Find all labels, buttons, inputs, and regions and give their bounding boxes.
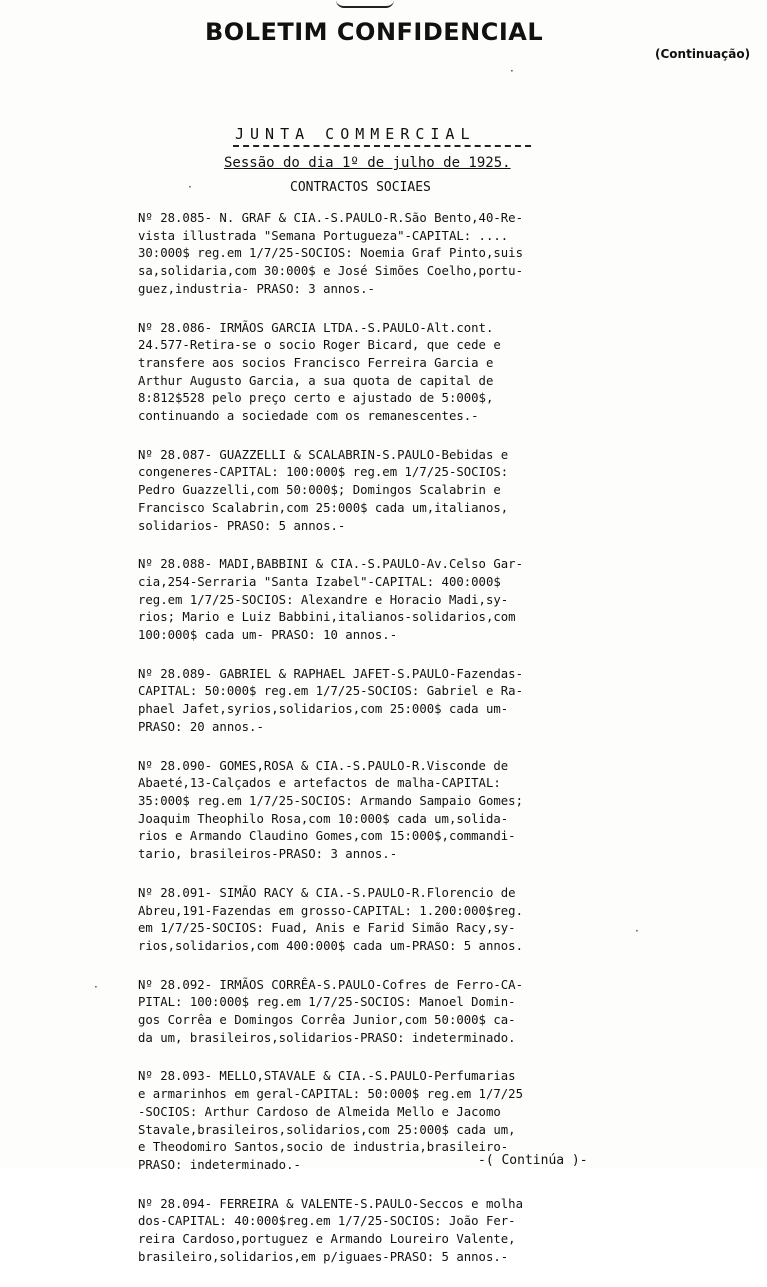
entry-line: Joaquim Theophilo Rosa,com 10:000$ cada um,solida- <box>138 811 509 826</box>
entry-line: rios,solidarios,com 400:000$ cada um-PRASO: 5 annos. <box>138 938 523 953</box>
entry-line: PITAL: 100:000$ reg.em 1/7/25-SOCIOS: Manoel Domin- <box>138 995 516 1010</box>
entry-28086 <box>138 320 643 426</box>
entry-28091 <box>138 885 643 956</box>
entries-list <box>138 210 643 1287</box>
entry-line: Abaeté,13-Calçados e artefactos de malha-CAPITAL: <box>138 776 501 791</box>
entry-line: PRASO: indeterminado.- <box>138 1157 301 1172</box>
entry-line: da um, brasileiros,solidarios-PRASO: indeterminado. <box>138 1030 516 1045</box>
entry-line: dos-CAPITAL: 40:000$reg.em 1/7/25-SOCIOS: João Fer- <box>138 1214 516 1229</box>
entry-line: e armarinhos em geral-CAPITAL: 50:000$ reg.em 1/7/25 <box>138 1087 523 1102</box>
subsection-title: CONTRACTOS SOCIAES <box>290 180 431 195</box>
entry-line: Nº 28.089- GABRIEL & RAPHAEL JAFET-S.PAULO-Fazendas- <box>138 666 523 681</box>
entry-line: transfere aos socios Francisco Ferreira Garcia e <box>138 355 494 370</box>
entry-line: reira Cardoso,portuguez e Armando Loureiro Valente, <box>138 1232 516 1247</box>
entry-line: cia,254-Serraria "Santa Izabel"-CAPITAL: 400:000$ <box>138 574 501 589</box>
continuation-label: (Continuação) <box>655 47 751 61</box>
ink-dot: · <box>188 180 192 194</box>
entry-line: 30:000$ reg.em 1/7/25-SOCIOS: Noemia Graf Pinto,suis <box>138 246 523 261</box>
bulletin-title: BOLETIM CONFIDENCIAL <box>205 18 544 46</box>
entry-line: guez,industria- PRASO: 3 annos.- <box>138 281 375 296</box>
continue-marker: -( Continúa )- <box>478 1153 588 1168</box>
entry-28085 <box>138 210 643 299</box>
entry-line: em 1/7/25-SOCIOS: Fuad, Anis e Farid Simão Racy,sy- <box>138 921 516 936</box>
entry-28087 <box>138 447 643 536</box>
section-divider <box>233 145 531 147</box>
entry-line: rios e Armando Claudino Gomes,com 15:000$,commandi- <box>138 829 516 844</box>
ink-dot: · <box>94 980 98 994</box>
entry-line: brasileiro,solidarios,em p/iguaes-PRASO: 5 annos.- <box>138 1249 509 1264</box>
entry-line: Nº 28.092- IRMÃOS CORRÊA-S.PAULO-Cofres de Ferro-CA- <box>138 977 523 992</box>
entry-line: phael Jafet,syrios,solidarios,com 25:000$ cada um- <box>138 702 509 717</box>
entry-28092 <box>138 977 643 1048</box>
entry-line: gos Corrêa e Domingos Corrêa Junior,com 50:000$ ca- <box>138 1013 516 1028</box>
entry-line: -SOCIOS: Arthur Cardoso de Almeida Mello e Jacomo <box>138 1104 501 1119</box>
entry-line: Nº 28.086- IRMÃOS GARCIA LTDA.-S.PAULO-Alt.cont. <box>138 320 494 335</box>
entry-line: tario, brasileiros-PRASO: 3 annos.- <box>138 847 398 862</box>
entry-line: Arthur Augusto Garcia, a sua quota de capital de <box>138 373 494 388</box>
entry-line: Nº 28.091- SIMÃO RACY & CIA.-S.PAULO-R.Florencio de <box>138 885 516 900</box>
entry-line: e Theodomiro Santos,socio de industria,brasileiro- <box>138 1140 509 1155</box>
entry-28089 <box>138 666 643 737</box>
entry-line: CAPITAL: 50:000$ reg.em 1/7/25-SOCIOS: Gabriel e Ra- <box>138 684 523 699</box>
entry-line: Nº 28.093- MELLO,STAVALE & CIA.-S.PAULO-Perfumarias <box>138 1069 516 1084</box>
entry-line: 24.577-Retira-se o socio Roger Bicard, que cede e <box>138 338 501 353</box>
session-date: Sessão do dia 1º de julho de 1925. <box>224 155 511 171</box>
section-title: JUNTA COMMERCIAL <box>235 125 476 143</box>
entry-line: Nº 28.085- N. GRAF & CIA.-S.PAULO-R.São Bento,40-Re- <box>138 211 523 225</box>
entry-line: vista illustrada "Semana Portugueza"-CAPITAL: .... <box>138 228 509 243</box>
entry-line: 35:000$ reg.em 1/7/25-SOCIOS: Armando Sampaio Gomes; <box>138 793 523 808</box>
header-ornament <box>336 0 394 8</box>
entry-line: sa,solidaria,com 30:000$ e José Simões Coelho,portu- <box>138 264 523 279</box>
ink-dot: · <box>635 924 639 938</box>
entry-line: Pedro Guazzelli,com 50:000$; Domingos Scalabrin e <box>138 483 501 498</box>
entry-line: congeneres-CAPITAL: 100:000$ reg.em 1/7/25-SOCIOS: <box>138 465 509 480</box>
entry-line: Stavale,brasileiros,solidarios,com 25:000$ cada um, <box>138 1122 516 1137</box>
entry-line: Francisco Scalabrin,com 25:000$ cada um,italianos, <box>138 500 509 515</box>
entry-line: 100:000$ cada um- PRASO: 10 annos.- <box>138 628 398 643</box>
entry-line: Nº 28.087- GUAZZELLI & SCALABRIN-S.PAULO-Bebidas e <box>138 447 509 462</box>
entry-line: Nº 28.090- GOMES,ROSA & CIA.-S.PAULO-R.Visconde de <box>138 758 509 773</box>
entry-line: PRASO: 20 annos.- <box>138 719 264 734</box>
entry-28090 <box>138 758 643 864</box>
entry-line: 8:812$528 pelo preço certo e ajustado de 5:000$, <box>138 391 494 406</box>
entry-line: reg.em 1/7/25-SOCIOS: Alexandre e Horacio Madi,sy- <box>138 592 509 607</box>
entry-line: rios; Mario e Luiz Babbini,italianos-solidarios,com <box>138 610 516 625</box>
ink-dot: · <box>510 64 514 78</box>
entry-line: Abreu,191-Fazendas em grosso-CAPITAL: 1.200:000$reg. <box>138 903 523 918</box>
entry-line: continuando a sociedade com os remanescentes.- <box>138 409 479 424</box>
entry-line: solidarios- PRASO: 5 annos.- <box>138 518 346 533</box>
entry-28094 <box>138 1196 643 1267</box>
entry-line: Nº 28.094- FERREIRA & VALENTE-S.PAULO-Seccos e molha <box>138 1196 523 1211</box>
entry-28088 <box>138 556 643 645</box>
entry-line: Nº 28.088- MADI,BABBINI & CIA.-S.PAULO-Av.Celso Gar- <box>138 557 523 572</box>
